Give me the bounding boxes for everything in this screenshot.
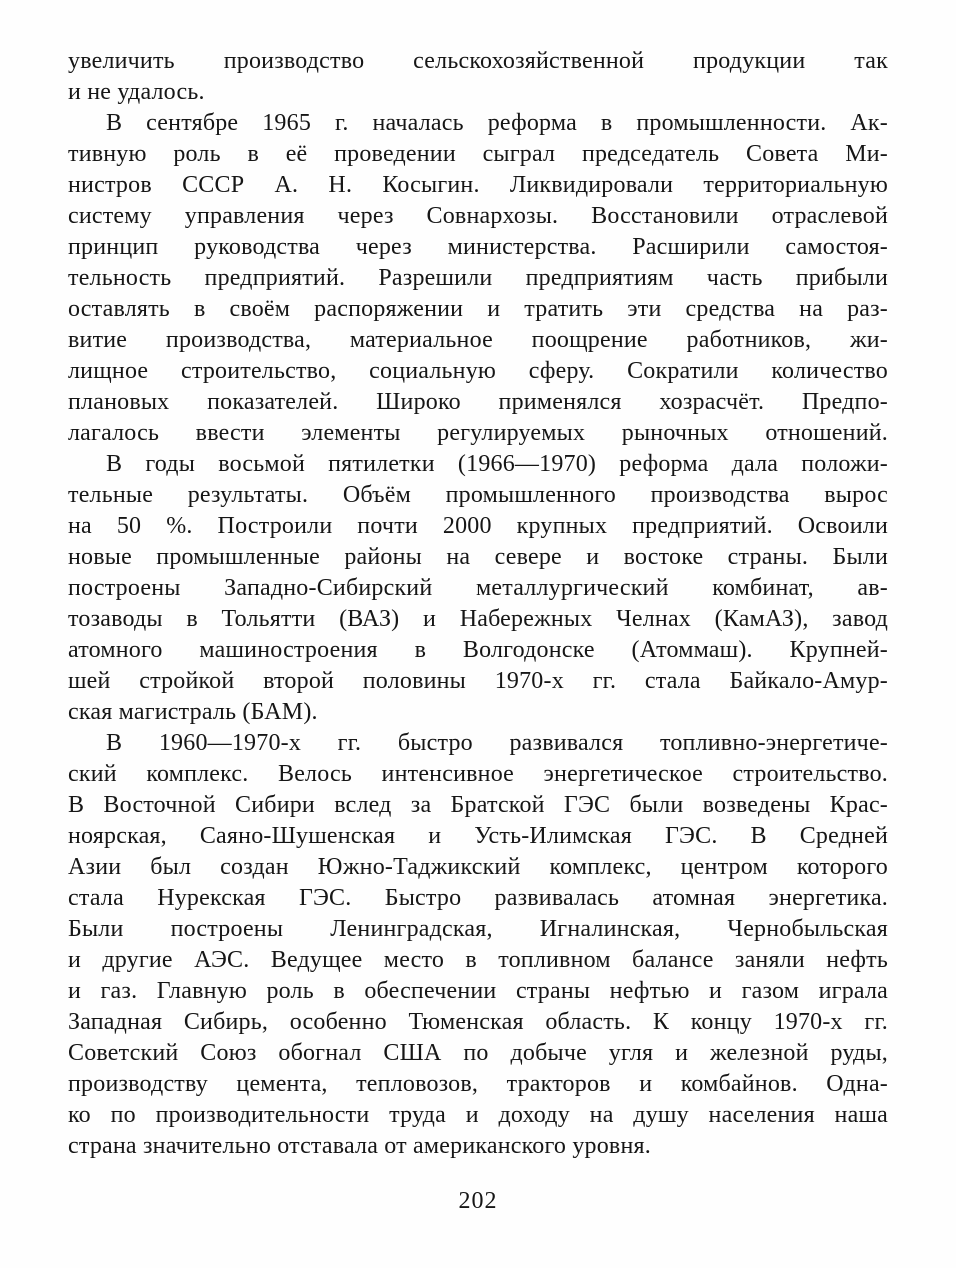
text-line: плановых показателей. Широко применялся хозрасчёт. Предпо-: [68, 389, 888, 415]
text-line: новые промышленные районы на севере и востоке страны. Были: [68, 544, 888, 570]
text-line: страна значительно отставала от американского уровня.: [68, 1133, 651, 1159]
paragraph: [68, 728, 888, 1162]
text-line: тельность предприятий. Разрешили предприятиям часть прибыли: [68, 265, 888, 291]
text-line: производству цемента, тепловозов, тракторов и комбайнов. Одна-: [68, 1071, 888, 1097]
text-line: В Восточной Сибири вслед за Братской ГЭС были возведены Крас-: [68, 792, 888, 818]
text-line: ноярская, Саяно-Шушенская и Усть-Илимская ГЭС. В Средней: [68, 823, 888, 849]
page-text: [68, 46, 888, 1162]
text-line: Советский Союз обогнал США по добыче угля и железной руды,: [68, 1040, 888, 1066]
text-line: тельные результаты. Объём промышленного производства вырос: [68, 482, 888, 508]
page-number: 202: [458, 1188, 498, 1214]
text-line: нистров СССР А. Н. Косыгин. Ликвидировали территориальную: [68, 172, 888, 198]
text-line: лищное строительство, социальную сферу. Сократили количество: [68, 358, 888, 384]
text-line: лагалось ввести элементы регулируемых рыночных отношений.: [68, 420, 888, 446]
paragraph: [68, 46, 888, 108]
text-line: стала Нурекская ГЭС. Быстро развивалась атомная энергетика.: [68, 885, 888, 911]
text-line: ко по производительности труда и доходу на душу населения наша: [68, 1102, 888, 1128]
paragraph: [68, 108, 888, 449]
text-line: Западная Сибирь, особенно Тюменская область. К концу 1970-х гг.: [68, 1009, 888, 1035]
text-line: оставлять в своём распоряжении и тратить эти средства на раз-: [68, 296, 888, 322]
text-line: тивную роль в её проведении сыграл председатель Совета Ми-: [68, 141, 888, 167]
text-line: и газ. Главную роль в обеспечении страны нефтью и газом играла: [68, 978, 888, 1004]
text-line: В годы восьмой пятилетки (1966—1970) реформа дала положи-: [106, 451, 888, 477]
text-line: систему управления через Совнархозы. Восстановили отраслевой: [68, 203, 888, 229]
text-line: Азии был создан Южно-Таджикский комплекс, центром которого: [68, 854, 888, 880]
text-line: Были построены Ленинградская, Игналинская, Чернобыльская: [68, 916, 888, 942]
text-line: и не удалось.: [68, 79, 205, 105]
text-line: увеличить производство сельскохозяйственной продукции так: [68, 48, 888, 74]
text-line: витие производства, материальное поощрение работников, жи-: [68, 327, 888, 353]
text-line: шей стройкой второй половины 1970-х гг. стала Байкало-Амур-: [68, 668, 888, 694]
text-line: на 50 %. Построили почти 2000 крупных предприятий. Освоили: [68, 513, 888, 539]
text-line: ский комплекс. Велось интенсивное энергетическое строительство.: [68, 761, 888, 787]
text-line: тозаводы в Тольятти (ВАЗ) и Набережных Челнах (КамАЗ), завод: [68, 606, 888, 632]
text-line: ская магистраль (БАМ).: [68, 699, 318, 725]
text-line: В 1960—1970-х гг. быстро развивался топливно-энергетиче-: [106, 730, 888, 756]
text-line: атомного машиностроения в Волгодонске (Атоммаш). Крупней-: [68, 637, 888, 663]
text-line: и другие АЭС. Ведущее место в топливном балансе заняли нефть: [68, 947, 888, 973]
text-line: В сентябре 1965 г. началась реформа в промышленности. Ак-: [106, 110, 888, 136]
text-line: принцип руководства через министерства. Расширили самостоя-: [68, 234, 888, 260]
text-line: построены Западно-Сибирский металлургический комбинат, ав-: [68, 575, 888, 601]
paragraph: [68, 449, 888, 728]
